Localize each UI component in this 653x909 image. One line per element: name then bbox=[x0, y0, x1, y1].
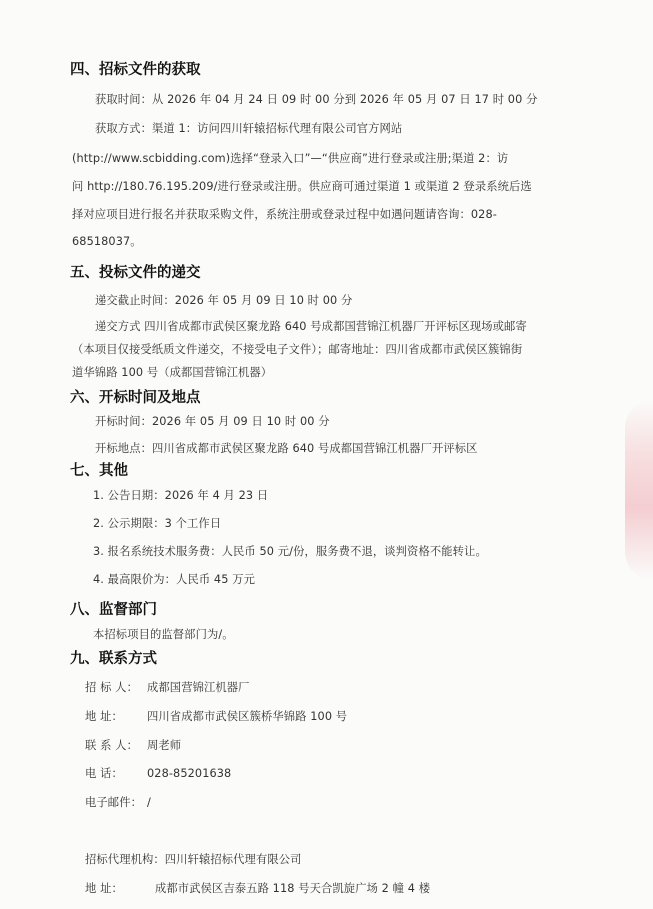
agent-address-row bbox=[85, 880, 430, 896]
acquire-method-line-5: 68518037。 bbox=[72, 235, 142, 248]
email-label: 电子邮件： bbox=[85, 796, 142, 809]
agent-label: 招标代理机构： bbox=[85, 853, 165, 866]
agent-value: 四川轩辕招标代理有限公司 bbox=[164, 853, 302, 866]
phone-row bbox=[85, 765, 231, 781]
contact-value: 周老师 bbox=[147, 739, 182, 752]
tenderer-row bbox=[85, 679, 250, 695]
submit-deadline: 递交截止时间：2026 年 05 月 09 日 10 时 00 分 bbox=[95, 294, 353, 307]
submit-way-line-1: 递交方式 四川省成都市武侯区聚龙路 640 号成都国营锦江机器厂开评标区现场或邮寄 bbox=[95, 320, 527, 333]
email-row bbox=[85, 794, 151, 810]
other-item-3: 3. 报名系统技术服务费：人民币 50 元/份，服务费不退，谈判资格不能转让。 bbox=[93, 545, 487, 558]
section-5-heading: 五、投标文件的递交 bbox=[70, 265, 201, 281]
section-9-heading: 九、联系方式 bbox=[70, 651, 157, 667]
section-4-heading: 四、招标文件的获取 bbox=[70, 62, 201, 78]
opening-place: 开标地点：四川省成都市武侯区聚龙路 640 号成都国营锦江机器厂开评标区 bbox=[95, 442, 478, 455]
agent-address-label: 地 址： bbox=[85, 882, 123, 895]
agent-row bbox=[85, 851, 302, 867]
phone-label: 电 话： bbox=[85, 767, 123, 780]
email-value: / bbox=[147, 796, 151, 809]
section-8-heading: 八、监督部门 bbox=[70, 602, 157, 618]
contact-label: 联 系 人： bbox=[85, 739, 138, 752]
acquire-method-line-1: 获取方式：渠道 1：访问四川轩辕招标代理有限公司官方网站 bbox=[95, 122, 403, 135]
tenderer-value: 成都国营锦江机器厂 bbox=[147, 681, 250, 694]
other-item-1: 1. 公告日期：2026 年 4 月 23 日 bbox=[93, 489, 269, 502]
other-item-2: 2. 公示期限：3 个工作日 bbox=[93, 517, 222, 530]
acquire-time: 获取时间：从 2026 年 04 月 24 日 09 时 00 分到 2026 年 05 月 07 日 17 时 00 分 bbox=[95, 93, 538, 106]
supervision-text: 本招标项目的监督部门为/。 bbox=[93, 628, 234, 641]
contact-row bbox=[85, 737, 181, 753]
submit-way-line-2: （本项目仅接受纸质文件递交，不接受电子文件）；邮寄地址：四川省成都市武侯区簇锦街 bbox=[72, 343, 523, 356]
address-row bbox=[85, 708, 347, 724]
address-label: 地 址： bbox=[85, 710, 123, 723]
acquire-method-line-4: 择对应项目进行报名并获取采购文件，系统注册或登录过程中如遇问题请咨询：028- bbox=[72, 208, 497, 221]
opening-time: 开标时间：2026 年 05 月 09 日 10 时 00 分 bbox=[95, 415, 330, 428]
section-6-heading: 六、开标时间及地点 bbox=[70, 390, 201, 406]
acquire-method-line-3: 问 http://180.76.195.209/进行登录或注册。供应商可通过渠道 1 或渠道 2 登录系统后选 bbox=[72, 180, 532, 193]
submit-way-line-3: 道华锦路 100 号（成都国营锦江机器） bbox=[72, 366, 273, 379]
phone-value: 028-85201638 bbox=[147, 767, 232, 780]
other-item-4: 4. 最高限价为：人民币 45 万元 bbox=[93, 573, 255, 586]
red-seal-stamp-edge bbox=[625, 400, 653, 580]
tenderer-label: 招 标 人： bbox=[85, 681, 138, 694]
agent-address-value: 成都市武侯区吉泰五路 118 号天合凯旋广场 2 幢 4 楼 bbox=[155, 882, 431, 895]
address-value: 四川省成都市武侯区簇桥华锦路 100 号 bbox=[147, 710, 348, 723]
section-7-heading: 七、其他 bbox=[70, 463, 128, 479]
acquire-method-line-2: (http://www.scbidding.com)选择“登录入口”—“供应商”进行登录或注册;渠道 2：访 bbox=[72, 152, 509, 165]
